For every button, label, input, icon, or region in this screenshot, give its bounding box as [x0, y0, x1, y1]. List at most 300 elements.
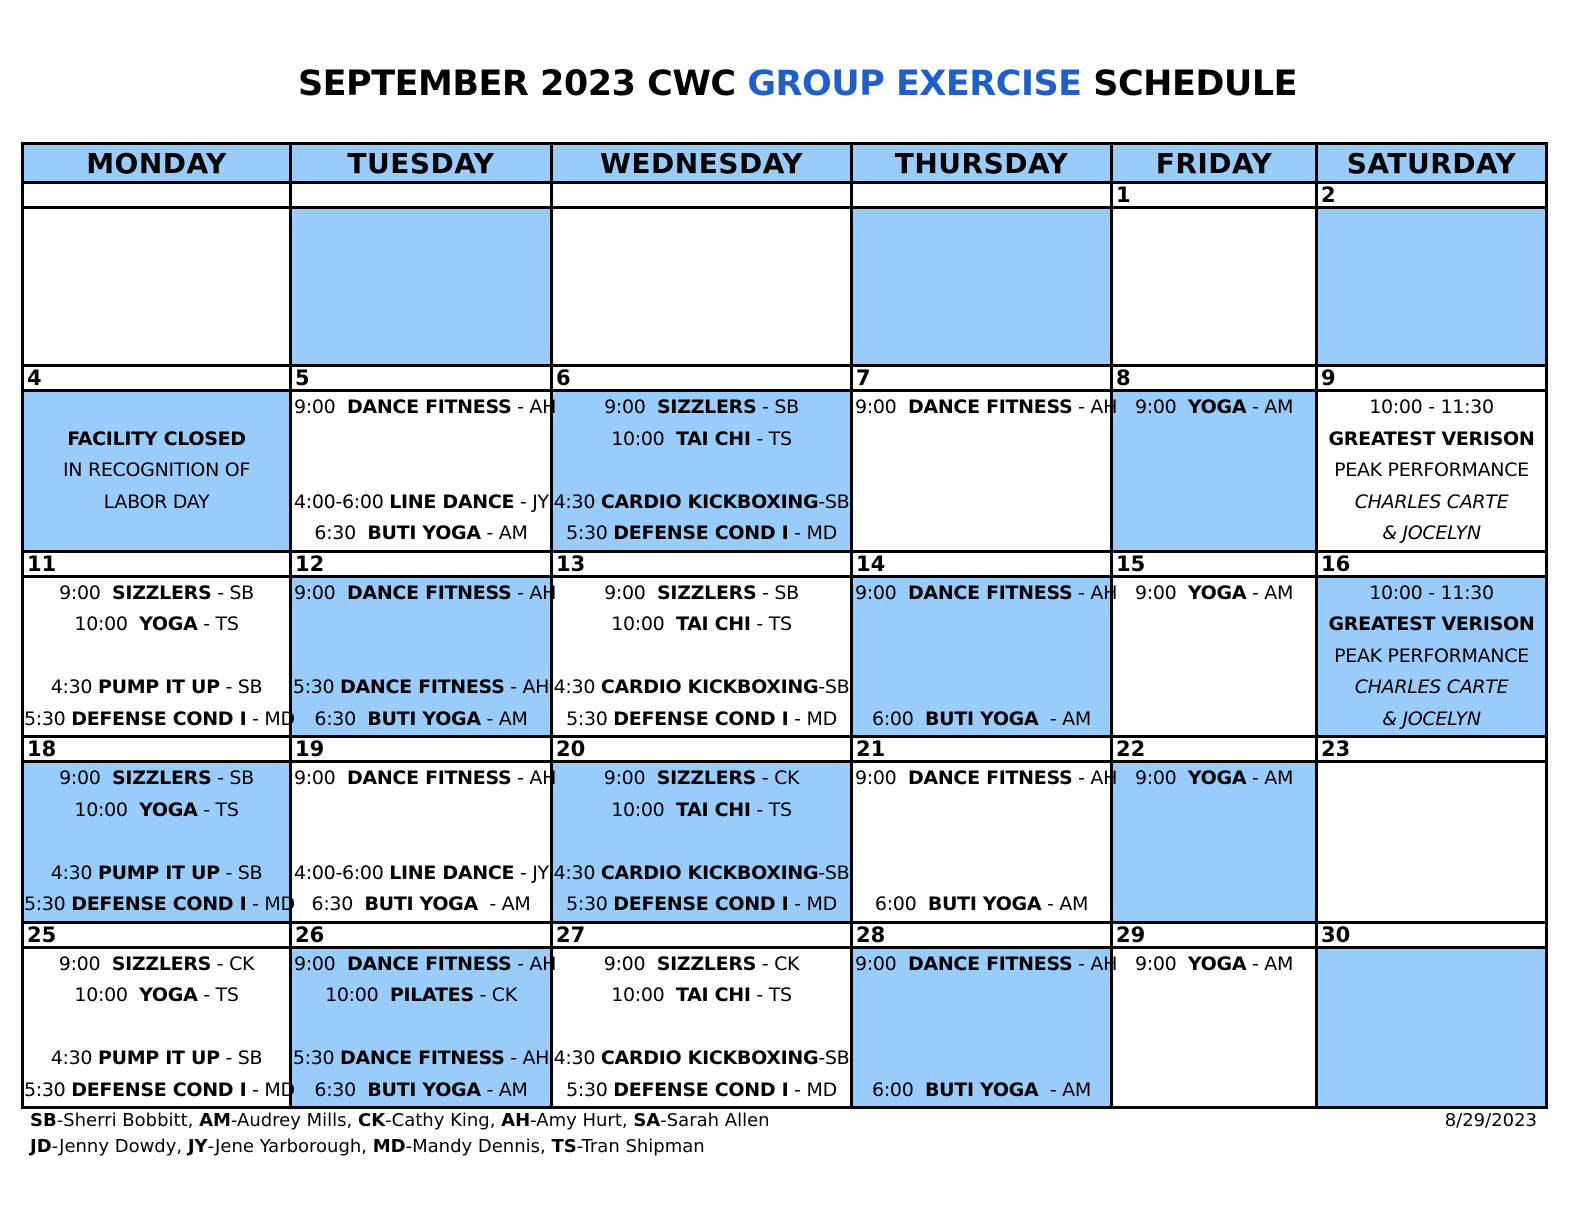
class-entry — [853, 641, 1110, 673]
class-entry — [1113, 392, 1315, 424]
class-name: YOGA — [1187, 767, 1247, 789]
class-name: TAI CHI — [675, 984, 751, 1006]
class-entry — [853, 1012, 1110, 1044]
class-entry — [553, 704, 850, 736]
class-instructor: - AH — [504, 1047, 550, 1069]
class-name: DEFENSE COND I — [71, 893, 247, 915]
class-time: 5:30 — [292, 676, 341, 698]
class-time: 9:00 — [855, 581, 908, 604]
class-name: YOGA — [139, 613, 198, 635]
day-cell — [552, 947, 852, 1108]
class-name: DEFENSE COND I — [613, 893, 789, 915]
class-entry — [553, 578, 850, 610]
day-cell — [552, 208, 852, 366]
day-cell — [1317, 208, 1547, 366]
page-title — [0, 64, 1595, 104]
class-time: 9:00 — [294, 581, 347, 604]
class-name: DANCE FITNESS — [907, 952, 1073, 975]
class-name: LINE DANCE — [389, 490, 515, 513]
class-instructor: - AH — [511, 396, 557, 418]
class-entry — [853, 858, 1110, 890]
class-instructor: - AM — [1246, 952, 1294, 975]
class-time: 5:30 — [566, 707, 614, 730]
class-time: 10:00 — [74, 613, 140, 635]
class-entry — [1318, 487, 1545, 519]
class-time: 4:30 — [553, 1047, 601, 1069]
class-name: DANCE FITNESS — [907, 581, 1073, 604]
class-entry — [553, 609, 850, 641]
class-time: 10:00 - 11:30 — [1369, 396, 1494, 418]
class-time: 5:30 — [24, 893, 72, 915]
class-entry — [853, 578, 1118, 610]
class-entry — [553, 858, 850, 890]
day-cell — [291, 391, 557, 552]
class-instructor: - AM — [1246, 581, 1294, 604]
day-header-tuesday: TUESDAY — [291, 144, 552, 183]
class-entry — [292, 1075, 550, 1107]
class-entry — [553, 949, 850, 981]
day-cell — [1112, 391, 1317, 552]
class-entry — [24, 424, 289, 456]
date-number — [291, 183, 552, 208]
class-time: 4:30 — [553, 676, 601, 698]
date-number: 4 — [23, 366, 291, 391]
class-entry — [553, 1012, 850, 1044]
date-number: 8 — [1112, 366, 1317, 391]
day-cell — [291, 947, 557, 1108]
day-cell — [1317, 391, 1547, 552]
date-number-row — [23, 551, 1547, 576]
class-time: 10:00 — [611, 798, 676, 821]
date-number: 19 — [291, 737, 552, 762]
date-number: 14 — [852, 551, 1112, 576]
week-row — [23, 762, 1547, 923]
class-name: CARDIO KICKBOXING — [600, 861, 819, 884]
date-number: 6 — [552, 366, 852, 391]
day-cell — [552, 576, 852, 737]
class-name: BUTI YOGA — [924, 1078, 1039, 1101]
class-name: DEFENSE COND I — [71, 1078, 247, 1101]
week-row — [23, 391, 1547, 552]
class-instructor: - CK — [211, 952, 255, 975]
class-instructor: - MD — [788, 893, 837, 915]
day-header-saturday: SATURDAY — [1317, 144, 1547, 183]
class-time: 6:30 — [314, 1078, 368, 1101]
class-time: 6:30 — [314, 707, 368, 730]
class-instructor: -SB — [818, 861, 850, 884]
class-time: 9:00 — [1134, 581, 1188, 604]
legend-name: -Sarah Allen — [660, 1110, 770, 1131]
day-cell — [23, 576, 295, 737]
legend-code: MD — [372, 1136, 406, 1157]
legend-name: -Sherri Bobbitt, — [56, 1110, 200, 1131]
day-cell — [852, 391, 1118, 552]
date-number — [552, 183, 852, 208]
class-entry — [853, 795, 1110, 827]
class-instructor: - AH — [511, 581, 557, 604]
day-cell — [1317, 947, 1547, 1108]
date-number — [852, 183, 1112, 208]
class-entry — [553, 795, 850, 827]
class-entry — [553, 889, 850, 921]
class-entry — [292, 455, 550, 487]
day-cell — [1317, 576, 1547, 737]
date-number: 27 — [552, 922, 852, 947]
class-time: 9:00 — [1134, 396, 1188, 418]
class-name: PUMP IT UP — [97, 861, 220, 884]
class-instructor: - AH — [1072, 396, 1118, 418]
class-time: 10:00 — [611, 427, 676, 450]
class-time: 4:30 — [50, 861, 98, 884]
class-entry — [24, 763, 289, 795]
class-time: 9:00 — [59, 581, 113, 604]
class-instructor: - JY — [514, 861, 549, 884]
class-entry — [292, 641, 550, 673]
class-entry — [1318, 455, 1545, 487]
date-number: 9 — [1317, 366, 1547, 391]
day-cell — [852, 208, 1112, 366]
class-presenter: CHARLES CARTE — [1354, 490, 1509, 513]
date-number: 2 — [1317, 183, 1547, 208]
class-instructor: -SB — [818, 676, 850, 698]
class-entry — [853, 392, 1118, 424]
class-entry — [853, 609, 1110, 641]
class-entry — [1318, 578, 1545, 610]
class-entry — [1318, 704, 1545, 736]
class-name: DANCE FITNESS — [907, 396, 1073, 418]
class-instructor: - AM — [1038, 1078, 1091, 1101]
date-number: 7 — [852, 366, 1112, 391]
day-header-row — [23, 144, 1547, 183]
day-cell — [23, 947, 295, 1108]
class-time: 6:30 — [314, 522, 368, 544]
class-entry — [292, 980, 550, 1012]
class-entry — [24, 1012, 289, 1044]
class-name: SIZZLERS — [112, 581, 212, 604]
class-time: IN RECOGNITION OF — [62, 459, 251, 481]
date-number: 26 — [291, 922, 552, 947]
date-number: 15 — [1112, 551, 1317, 576]
date-number-row — [23, 737, 1547, 762]
class-instructor: - CK — [756, 952, 800, 975]
class-name: DANCE FITNESS — [346, 767, 512, 789]
class-time: 10:00 - 11:30 — [1369, 581, 1494, 604]
class-entry — [292, 704, 550, 736]
class-entry — [24, 795, 289, 827]
class-time: 9:00 — [604, 581, 658, 604]
class-entry — [853, 980, 1110, 1012]
class-time: PEAK PERFORMANCE — [1334, 459, 1529, 481]
week-row — [23, 947, 1547, 1108]
class-entry — [292, 487, 550, 519]
date-number-row — [23, 922, 1547, 947]
class-instructor: - AM — [1038, 707, 1091, 730]
class-time: 4:30 — [553, 490, 601, 513]
class-instructor: - CK — [473, 984, 517, 1006]
class-time: 5:30 — [292, 1047, 341, 1069]
class-entry — [292, 1012, 550, 1044]
class-time: 9:00 — [294, 396, 347, 418]
class-entry — [1318, 641, 1545, 673]
class-name: DANCE FITNESS — [346, 581, 512, 604]
legend-code: JY — [187, 1136, 208, 1157]
class-instructor: - MD — [788, 707, 837, 730]
class-entry — [24, 1043, 289, 1075]
class-entry — [292, 672, 550, 704]
date-number: 18 — [23, 737, 291, 762]
class-time: 9:00 — [59, 767, 113, 789]
class-name: DEFENSE COND I — [613, 707, 789, 730]
legend-code: SB — [30, 1110, 57, 1131]
date-number — [23, 183, 291, 208]
class-time: 5:30 — [24, 707, 72, 730]
day-cell — [852, 947, 1118, 1108]
class-entry — [853, 1075, 1110, 1107]
class-time: 9:00 — [604, 396, 658, 418]
class-entry — [24, 980, 289, 1012]
class-name: GREATEST VERISON — [1328, 427, 1535, 450]
class-entry — [553, 487, 850, 519]
class-name: DANCE FITNESS — [340, 1047, 505, 1069]
class-instructor: - TS — [750, 427, 792, 450]
class-entry — [292, 763, 557, 795]
date-number: 5 — [291, 366, 552, 391]
day-cell — [1112, 947, 1317, 1108]
class-time: 10:00 — [611, 984, 676, 1006]
class-entry — [292, 392, 557, 424]
class-entry — [553, 763, 850, 795]
class-instructor: - SB — [756, 581, 799, 604]
day-cell — [291, 576, 557, 737]
class-name: TAI CHI — [675, 798, 751, 821]
class-instructor: - AH — [504, 676, 550, 698]
class-entry — [1318, 518, 1545, 550]
class-instructor: - AH — [1072, 767, 1118, 789]
class-entry — [292, 949, 557, 981]
legend-name: -Jene Yarborough, — [207, 1136, 373, 1157]
legend-code: TS — [551, 1136, 577, 1157]
class-time: LABOR DAY — [103, 490, 210, 513]
class-entry — [24, 578, 289, 610]
class-entry — [853, 826, 1110, 858]
day-cell — [852, 762, 1118, 923]
class-instructor: - AM — [480, 522, 528, 544]
class-entry — [292, 578, 557, 610]
class-time: 5:30 — [566, 893, 614, 915]
class-instructor: - AM — [480, 707, 528, 730]
day-cell — [291, 762, 557, 923]
day-cell — [1317, 762, 1547, 923]
calendar-grid — [21, 142, 1548, 1109]
class-name: DEFENSE COND I — [71, 707, 247, 730]
class-name: DANCE FITNESS — [340, 676, 505, 698]
class-entry — [853, 704, 1110, 736]
day-cell — [1112, 762, 1317, 923]
class-entry — [1318, 424, 1545, 456]
class-entry — [853, 1043, 1110, 1075]
class-time: 10:00 — [611, 613, 676, 635]
class-instructor: - TS — [750, 613, 792, 635]
class-time: 9:00 — [294, 952, 347, 975]
class-name: BUTI YOGA — [924, 707, 1039, 730]
class-instructor: - JY — [514, 490, 549, 513]
legend-name: -Mandy Dennis, — [405, 1136, 552, 1157]
legend-name: -Cathy King, — [385, 1110, 502, 1131]
day-cell — [852, 576, 1118, 737]
day-cell — [23, 391, 291, 552]
date-number-row — [23, 183, 1547, 208]
legend-code: SA — [633, 1110, 661, 1131]
class-entry — [24, 858, 289, 890]
class-instructor: - SB — [211, 581, 254, 604]
class-time: 5:30 — [566, 1078, 614, 1101]
day-cell — [23, 762, 295, 923]
printed-date: 8/29/2023 — [1444, 1110, 1537, 1131]
day-cell — [23, 208, 291, 366]
class-time: 4:30 — [50, 676, 98, 698]
class-name: YOGA — [1187, 952, 1247, 975]
day-header-monday: MONDAY — [23, 144, 291, 183]
title-part1: SEPTEMBER 2023 CWC — [297, 64, 748, 104]
class-time: 10:00 — [74, 984, 140, 1006]
class-instructor: -SB — [818, 1047, 850, 1069]
date-number: 30 — [1317, 922, 1547, 947]
class-entry — [553, 1043, 850, 1075]
class-instructor: - TS — [197, 798, 239, 821]
class-instructor: - AH — [1072, 581, 1118, 604]
legend-line — [30, 1134, 770, 1160]
class-name: DEFENSE COND I — [613, 522, 789, 544]
class-time: 10:00 — [74, 798, 140, 821]
class-time: 6:30 — [311, 893, 365, 915]
class-entry — [24, 826, 289, 858]
class-name: DANCE FITNESS — [346, 952, 512, 975]
class-entry — [24, 392, 289, 424]
class-instructor: - MD — [246, 707, 295, 730]
class-entry — [1113, 763, 1315, 795]
date-number: 12 — [291, 551, 552, 576]
week-row — [23, 208, 1547, 366]
class-name: CARDIO KICKBOXING — [600, 490, 819, 513]
legend-name: -Amy Hurt, — [530, 1110, 634, 1131]
class-name: DANCE FITNESS — [346, 396, 512, 418]
class-time: 9:00 — [294, 767, 347, 789]
date-number: 1 — [1112, 183, 1317, 208]
class-name: BUTI YOGA — [927, 893, 1042, 915]
class-time: 9:00 — [603, 952, 657, 975]
class-entry — [24, 487, 289, 519]
class-instructor: - SB — [756, 396, 799, 418]
date-number: 21 — [852, 737, 1112, 762]
class-entry — [24, 704, 295, 736]
legend-name: -Tran Shipman — [576, 1136, 705, 1157]
class-time: 4:00-6:00 — [294, 861, 390, 884]
class-name: CARDIO KICKBOXING — [600, 676, 819, 698]
class-entry — [1113, 578, 1315, 610]
class-instructor: -SB — [818, 490, 850, 513]
class-presenter: CHARLES CARTE — [1354, 676, 1509, 698]
class-instructor: - MD — [246, 893, 295, 915]
day-cell — [1112, 576, 1317, 737]
class-time: 9:00 — [855, 952, 908, 975]
class-instructor: - TS — [750, 798, 792, 821]
class-instructor: - AM — [1041, 893, 1089, 915]
class-name: SIZZLERS — [112, 767, 212, 789]
class-time: 4:30 — [50, 1047, 98, 1069]
date-number: 13 — [552, 551, 852, 576]
class-time: 9:00 — [1134, 952, 1188, 975]
class-entry — [1318, 609, 1545, 641]
class-name: CARDIO KICKBOXING — [600, 1047, 819, 1069]
class-name: GREATEST VERISON — [1328, 613, 1535, 635]
class-instructor: - TS — [197, 984, 239, 1006]
class-name: SIZZLERS — [657, 581, 757, 604]
class-time: 6:00 — [872, 1078, 925, 1101]
class-entry — [24, 455, 289, 487]
class-instructor: - MD — [788, 1078, 837, 1101]
class-entry — [1318, 672, 1545, 704]
class-entry — [553, 826, 850, 858]
class-entry — [292, 858, 550, 890]
class-time: 6:00 — [874, 893, 928, 915]
class-time: 5:30 — [24, 1078, 72, 1101]
class-name: SIZZLERS — [656, 767, 757, 789]
class-entry — [853, 949, 1118, 981]
day-cell — [291, 208, 552, 366]
class-instructor: - SB — [219, 1047, 263, 1069]
day-header-thursday: THURSDAY — [852, 144, 1112, 183]
class-entry — [853, 763, 1118, 795]
class-entry — [292, 609, 550, 641]
class-name: BUTI YOGA — [367, 707, 481, 730]
class-time: 9:00 — [1134, 767, 1188, 789]
class-name: PUMP IT UP — [97, 676, 220, 698]
class-name: YOGA — [139, 798, 198, 821]
class-time: 5:30 — [566, 522, 614, 544]
title-highlight: GROUP EXERCISE — [747, 64, 1082, 104]
date-number: 29 — [1112, 922, 1317, 947]
title-part2: SCHEDULE — [1081, 64, 1298, 104]
legend-line — [30, 1108, 770, 1134]
class-name: TAI CHI — [675, 427, 751, 450]
class-time: 4:30 — [553, 861, 601, 884]
class-name: FACILITY CLOSED — [67, 427, 246, 450]
date-number-row — [23, 366, 1547, 391]
class-entry — [292, 1043, 550, 1075]
class-entry — [24, 949, 289, 981]
class-name: YOGA — [1187, 581, 1247, 604]
class-instructor: - MD — [246, 1078, 295, 1101]
class-entry — [1113, 949, 1315, 981]
class-entry — [292, 518, 550, 550]
class-name: DEFENSE COND I — [613, 1078, 789, 1101]
class-instructor: - SB — [211, 767, 254, 789]
class-name: DANCE FITNESS — [907, 767, 1073, 789]
date-number: 22 — [1112, 737, 1317, 762]
class-entry — [553, 641, 850, 673]
class-name: SIZZLERS — [656, 952, 757, 975]
class-instructor: - SB — [219, 676, 263, 698]
legend-name: -Jenny Dowdy, — [51, 1136, 188, 1157]
day-cell — [552, 391, 852, 552]
date-number: 25 — [23, 922, 291, 947]
class-time: 9:00 — [855, 767, 908, 789]
class-instructor: - MD — [788, 522, 837, 544]
class-entry — [292, 424, 550, 456]
class-entry — [24, 609, 289, 641]
day-cell — [552, 762, 852, 923]
class-name: TAI CHI — [675, 613, 751, 635]
